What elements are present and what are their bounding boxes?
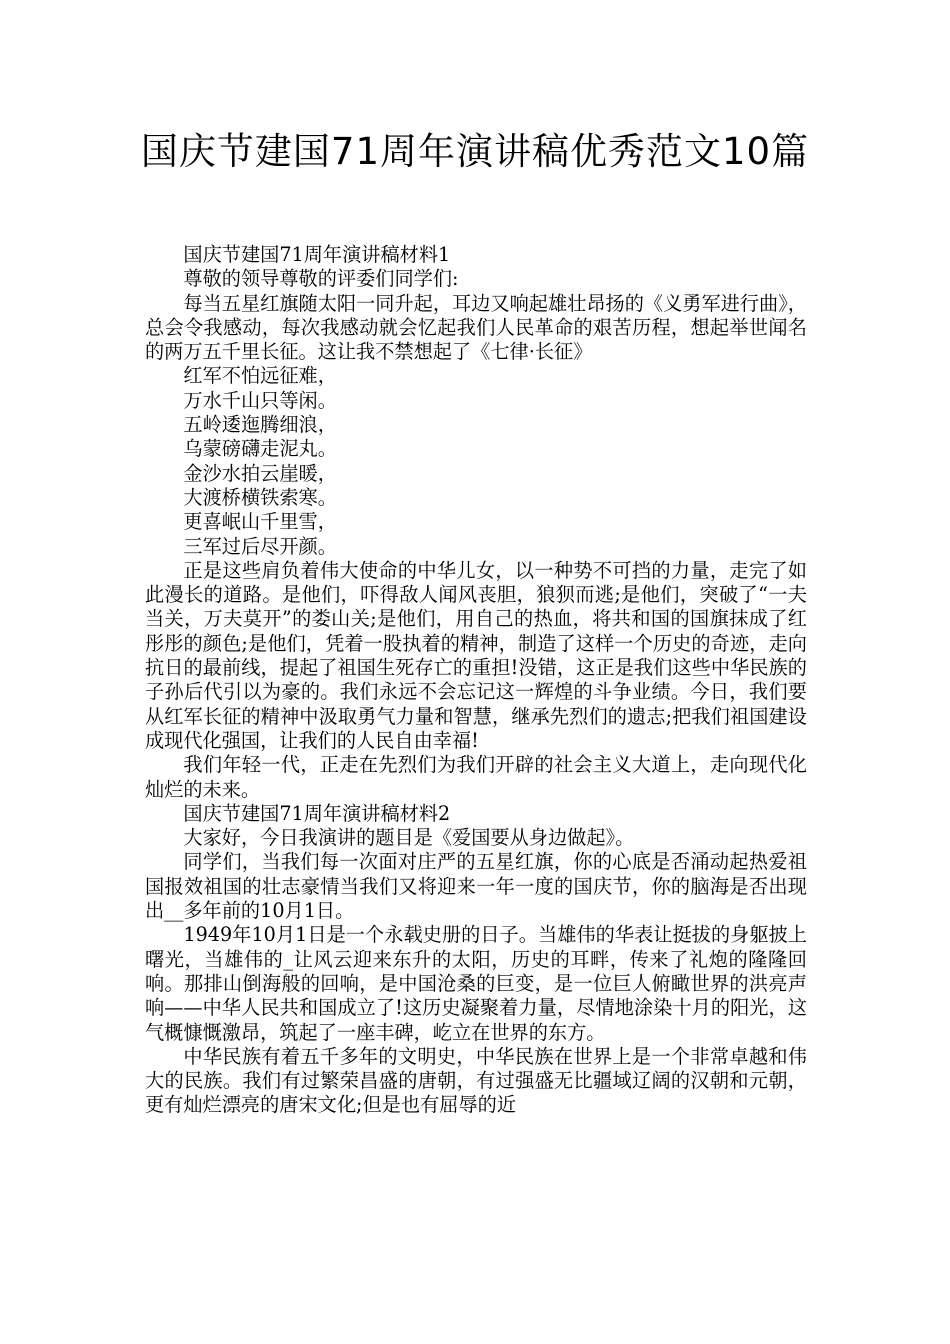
body-paragraph: 正是这些肩负着伟大使命的中华儿女，以一种势不可挡的力量，走完了如此漫长的道路。是他们，吓得敌人闻风丧胆，狼狈而逃;是他们，突破了“一夫当关，万夫莫开”的娄山关;是他们，用自己的热血，将共和国的国旗抹成了红彤彤的颜色;是他们，凭着一股执着的精神，制造了这样一个历史的奇迹，走向抗日的最前线，提起了祖国生死存亡的重担!没错，这正是我们这些中华民族的子孙后代引以为豪的。我们永远不会忘记这一辉煌的斗争业绩。今日，我们要从红军长征的精神中汲取勇气力量和智慧，继承先烈们的遗志;把我们祖国建设成现代化强国，让我们的人民自由幸福! bbox=[145, 558, 807, 752]
document-title: 国庆节建国71周年演讲稿优秀范文10篇 bbox=[140, 130, 810, 173]
poem-line: 万水千山只等闲。 bbox=[183, 388, 337, 412]
body-paragraph: 1949年10月1日是一个永载史册的日子。当雄伟的华表让挺拔的身躯披上曙光，当雄伟的_让风云迎来东升的太阳，历史的耳畔，传来了礼炮的隆隆回响。那排山倒海般的回响，是中国沧桑的巨变，是一位巨人俯瞰世界的洪亮声响——中华人民共和国成立了!这历史凝聚着力量，尽情地涂染十月的阳光，这气概慷慨激昂，筑起了一座丰碑，屹立在世界的东方。 bbox=[145, 923, 807, 1044]
section-heading: 国庆节建国71周年演讲稿材料1 bbox=[183, 243, 451, 266]
poem-line: 三军过后尽开颜。 bbox=[183, 534, 337, 558]
body-paragraph: 中华民族有着五千多年的文明史，中华民族在世界上是一个非常卓越和伟大的民族。我们有过繁荣昌盛的唐朝，有过强盛无比疆域辽阔的汉朝和元朝，更有灿烂漂亮的唐宋文化;但是也有屈辱的近 bbox=[145, 1044, 807, 1117]
poem-line: 金沙水拍云崖暖， bbox=[183, 461, 337, 485]
poem-line: 大渡桥横铁索寒。 bbox=[183, 485, 337, 509]
poem-line: 红军不怕远征难， bbox=[183, 364, 337, 388]
body-paragraph: 我们年轻一代，正走在先烈们为我们开辟的社会主义大道上，走向现代化灿烂的未来。 bbox=[145, 753, 807, 801]
body-paragraph: 同学们，当我们每一次面对庄严的五星红旗，你的心底是否涌动起热爱祖国报效祖国的壮志豪情当我们又将迎来一年一度的国庆节，你的脑海是否出现出__多年前的10月1日。 bbox=[145, 850, 807, 923]
document-body bbox=[145, 243, 807, 1118]
body-paragraph: 每当五星红旗随太阳一同升起，耳边又响起雄壮昂扬的《义勇军进行曲》，总会令我感动，每次我感动就会忆起我们人民革命的艰苦历程，想起举世闻名的两万五千里长征。这让我不禁想起了《七律·长征》 bbox=[145, 291, 807, 364]
salutation: 尊敬的领导尊敬的评委们同学们: bbox=[183, 267, 459, 291]
section-heading: 国庆节建国71周年演讲稿材料2 bbox=[183, 801, 451, 825]
poem-line: 更喜岷山千里雪， bbox=[183, 510, 337, 534]
poem-line: 五岭逶迤腾细浪， bbox=[183, 413, 337, 437]
poem-line: 乌蒙磅礴走泥丸。 bbox=[183, 437, 337, 461]
body-paragraph: 大家好，今日我演讲的题目是《爱国要从身边做起》。 bbox=[183, 826, 635, 850]
